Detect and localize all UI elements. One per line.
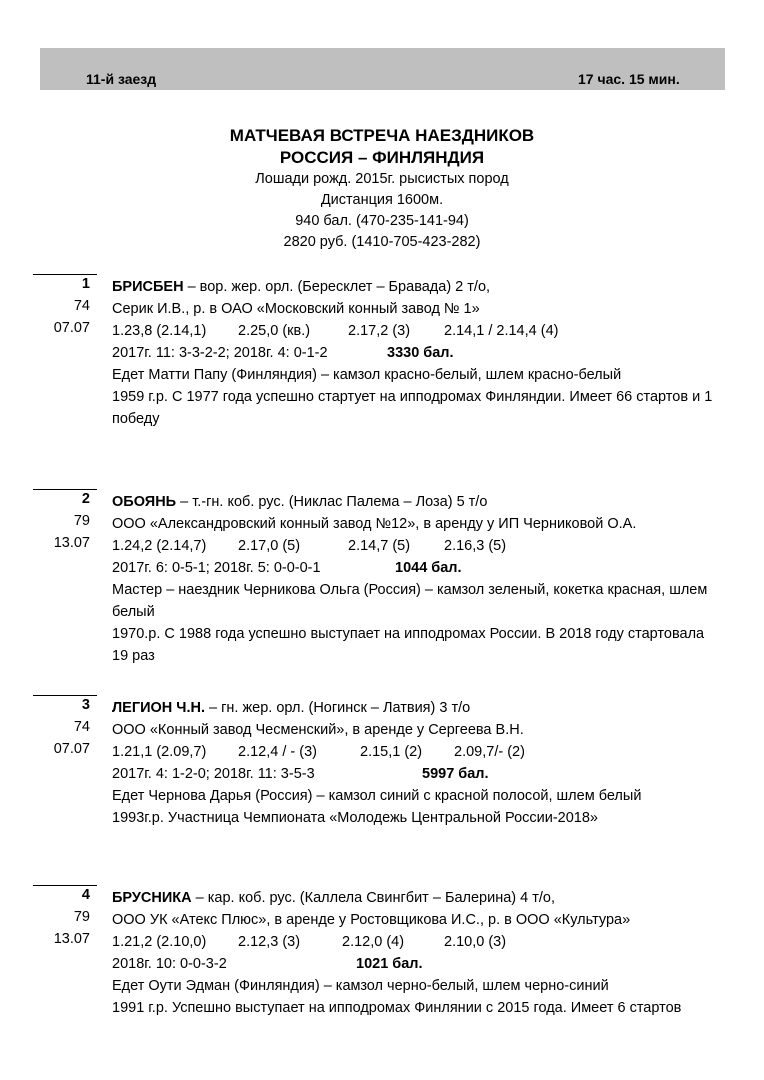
driver-bio: 1991 г.р. Успешно выступает на ипподромах Финлянии с 2015 года. Имеет 6 стартов (112, 1000, 682, 1016)
horse-description: – гн. жер. орл. (Ногинск – Латвия) 3 т/о (204, 700, 471, 716)
horse-stats: 2018г. 10: 0-0-3-2 (112, 956, 227, 972)
driver-info: Едет Чернова Дарья (Россия) – камзол синий с красной полосой, шлем белый (112, 788, 642, 804)
horse-points: 1044 бал. (395, 560, 462, 576)
horse-description: – вор. жер. орл. (Бересклет – Бравада) 2 т/о, (183, 279, 491, 295)
entry-divider (33, 274, 97, 275)
time-result: 2.09,7/- (2) (454, 744, 525, 760)
time-result: 2.12,3 (3) (238, 934, 301, 950)
horse-name: ЛЕГИОН Ч.Н. (112, 700, 205, 716)
horse-points: 1021 бал. (356, 956, 423, 972)
entry-weight: 74 (73, 298, 90, 314)
driver-info: Едет Оути Эдман (Финляндия) – камзол черно-белый, шлем черно-синий (112, 978, 609, 994)
entry-weight: 79 (73, 513, 90, 529)
time-record: 1.23,8 (2.14,1) (112, 323, 207, 339)
entry-date: 13.07 (53, 535, 90, 551)
horse-owner: ООО УК «Атекс Плюс», в аренде у Ростовщикова И.С., р. в ООО «Культура» (112, 912, 631, 928)
time-result: 2.25,0 (кв.) (238, 323, 311, 339)
entry-date: 07.07 (53, 320, 90, 336)
race-condition-prize: 2820 руб. (1410-705-423-282) (283, 234, 481, 250)
horse-points: 5997 бал. (422, 766, 489, 782)
horse-owner: ООО «Конный завод Чесменский», в аренде у Сергеева В.Н. (112, 722, 524, 738)
time-result: 2.10,0 (3) (444, 934, 507, 950)
horse-name: БРИСБЕН (112, 279, 184, 295)
race-title-block (0, 125, 764, 253)
horse-stats: 2017г. 11: 3-3-2-2; 2018г. 4: 0-1-2 (112, 345, 328, 361)
time-record: 1.21,2 (2.10,0) (112, 934, 207, 950)
entry-weight: 79 (73, 909, 90, 925)
time-result: 2.17,2 (3) (348, 323, 411, 339)
horse-times (112, 741, 717, 763)
race-number: 11-й заезд (86, 71, 157, 87)
time-result: 2.15,1 (2) (360, 744, 423, 760)
race-title: МАТЧЕВАЯ ВСТРЕЧА НАЕЗДНИКОВ (229, 126, 535, 145)
race-condition-distance: Дистанция 1600м. (320, 192, 444, 208)
horse-owner: Серик И.В., р. в ОАО «Московский конный завод № 1» (112, 301, 480, 317)
horse-description: – т.-гн. коб. рус. (Никлас Палема – Лоза) 5 т/о (176, 494, 488, 510)
driver-bio: 1970.р. С 1988 года успешно выступает на ипподромах России. В 2018 году стартовала 19 раз (112, 626, 705, 664)
driver-bio: 1959 г.р. С 1977 года успешно стартует на ипподромах Финляндии. Имеет 66 стартов и 1 победу (112, 389, 713, 427)
time-result: 2.17,0 (5) (238, 538, 301, 554)
time-result: 2.14,1 / 2.14,4 (4) (444, 323, 559, 339)
horse-points: 3330 бал. (387, 345, 454, 361)
race-condition-breed: Лошади рожд. 2015г. рысистых пород (255, 171, 509, 187)
entry-weight: 74 (73, 719, 90, 735)
time-result: 2.12,0 (4) (342, 934, 405, 950)
entry-number: 3 (81, 697, 90, 713)
horse-description: – кар. коб. рус. (Каллела Свингбит – Балерина) 4 т/о, (191, 890, 555, 906)
entry-number: 1 (81, 276, 90, 292)
race-time: 17 час. 15 мин. (578, 71, 680, 87)
time-result: 2.16,3 (5) (444, 538, 507, 554)
horse-times (112, 535, 717, 557)
time-record: 1.24,2 (2.14,7) (112, 538, 207, 554)
entry-date: 13.07 (53, 931, 90, 947)
time-result: 2.12,4 / - (3) (238, 744, 317, 760)
race-condition-points: 940 бал. (470-235-141-94) (295, 213, 469, 229)
driver-info: Мастер – наездник Черникова Ольга (Россия) – камзол зеленый, кокетка красная, шлем белый (112, 582, 708, 620)
race-subtitle: РОССИЯ – ФИНЛЯНДИЯ (279, 148, 485, 167)
entry-divider (33, 885, 97, 886)
entry-divider (33, 489, 97, 490)
entry-date: 07.07 (53, 741, 90, 757)
horse-stats: 2017г. 4: 1-2-0; 2018г. 11: 3-5-3 (112, 766, 315, 782)
entry-divider (33, 695, 97, 696)
horse-times (112, 931, 717, 953)
horse-name: ОБОЯНЬ (112, 494, 177, 510)
driver-bio: 1993г.р. Участница Чемпионата «Молодежь Центральной России-2018» (112, 810, 598, 826)
horse-times (112, 320, 717, 342)
entry-number: 2 (81, 491, 90, 507)
driver-info: Едет Матти Папу (Финляндия) – камзол красно-белый, шлем красно-белый (112, 367, 622, 383)
horse-owner: ООО «Александровский конный завод №12», в аренду у ИП Черниковой О.А. (112, 516, 637, 532)
time-result: 2.14,7 (5) (348, 538, 411, 554)
time-record: 1.21,1 (2.09,7) (112, 744, 207, 760)
horse-stats: 2017г. 6: 0-5-1; 2018г. 5: 0-0-0-1 (112, 560, 321, 576)
entry-number: 4 (81, 887, 90, 903)
horse-name: БРУСНИКА (112, 890, 192, 906)
